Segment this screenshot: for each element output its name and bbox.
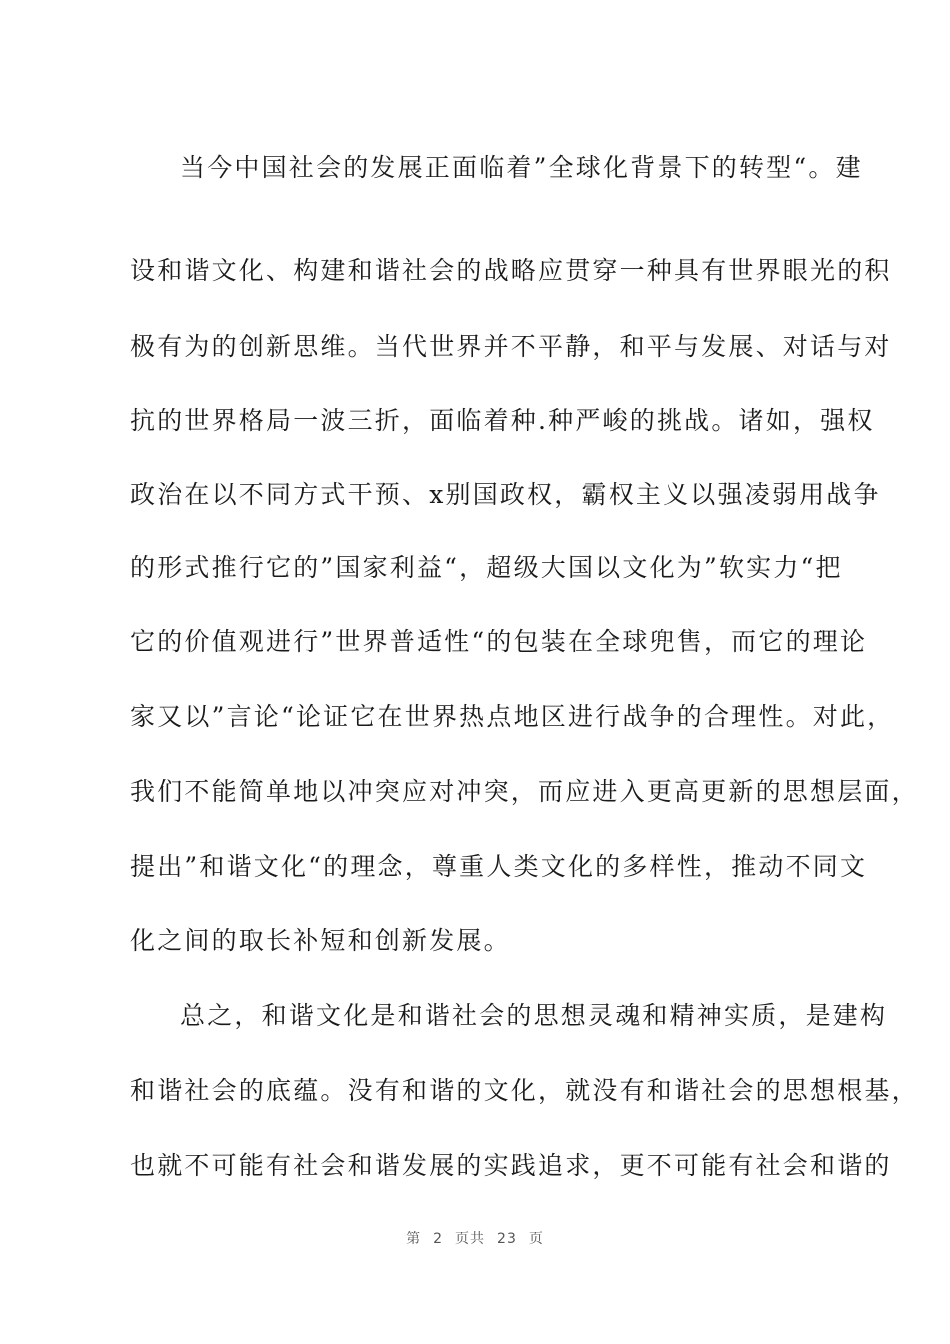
footer-current-page: 2 [433,1231,444,1247]
paragraph-1-line-7: 它的价值观进行”世界普适性“的包装在全球兜售，而它的理论 [130,627,868,656]
footer-label-page: 第 [406,1231,422,1247]
paragraph-1-line-5: 政治在以不同方式干预、x别国政权，霸权主义以强凌弱用战争 [130,480,881,509]
paragraph-2-line-1: 总之，和谐文化是和谐社会的思想灵魂和精神实质，是建构 [180,1001,888,1030]
paragraph-1-line-1: 当今中国社会的发展正面临着”全球化背景下的转型“。建 [180,153,863,182]
page-footer [0,1228,950,1248]
paragraph-1-line-9: 我们不能简单地以冲突应对冲突，而应进入更高更新的思想层面， [130,777,919,806]
paragraph-1-line-2: 设和谐文化、构建和谐社会的战略应贯穿一种具有世界眼光的积 [130,256,892,285]
footer-label-of: 页共 [455,1231,486,1247]
footer-label-end: 页 [528,1231,544,1247]
paragraph-1-line-4: 抗的世界格局一波三折，面临着种.种严峻的挑战。诸如，强权 [130,406,875,435]
paragraph-2-line-2: 和谐社会的底蕴。没有和谐的文化，就没有和谐社会的思想根基， [130,1076,919,1105]
paragraph-1-line-3: 极有为的创新思维。当代世界并不平静，和平与发展、对话与对 [130,332,892,361]
paragraph-2-line-3: 也就不可能有社会和谐发展的实践追求，更不可能有社会和谐的 [130,1151,892,1180]
paragraph-1-line-11: 化之间的取长补短和创新发展。 [130,926,511,955]
paragraph-1-line-8: 家又以”言论“论证它在世界热点地区进行战争的合理性。对此， [130,702,895,731]
paragraph-1-line-10: 提出”和谐文化“的理念，尊重人类文化的多样性，推动不同文 [130,852,868,881]
footer-total-pages: 23 [497,1231,517,1247]
paragraph-1-line-6: 的形式推行它的”国家利益“，超级大国以文化为”软实力“把 [130,553,843,582]
